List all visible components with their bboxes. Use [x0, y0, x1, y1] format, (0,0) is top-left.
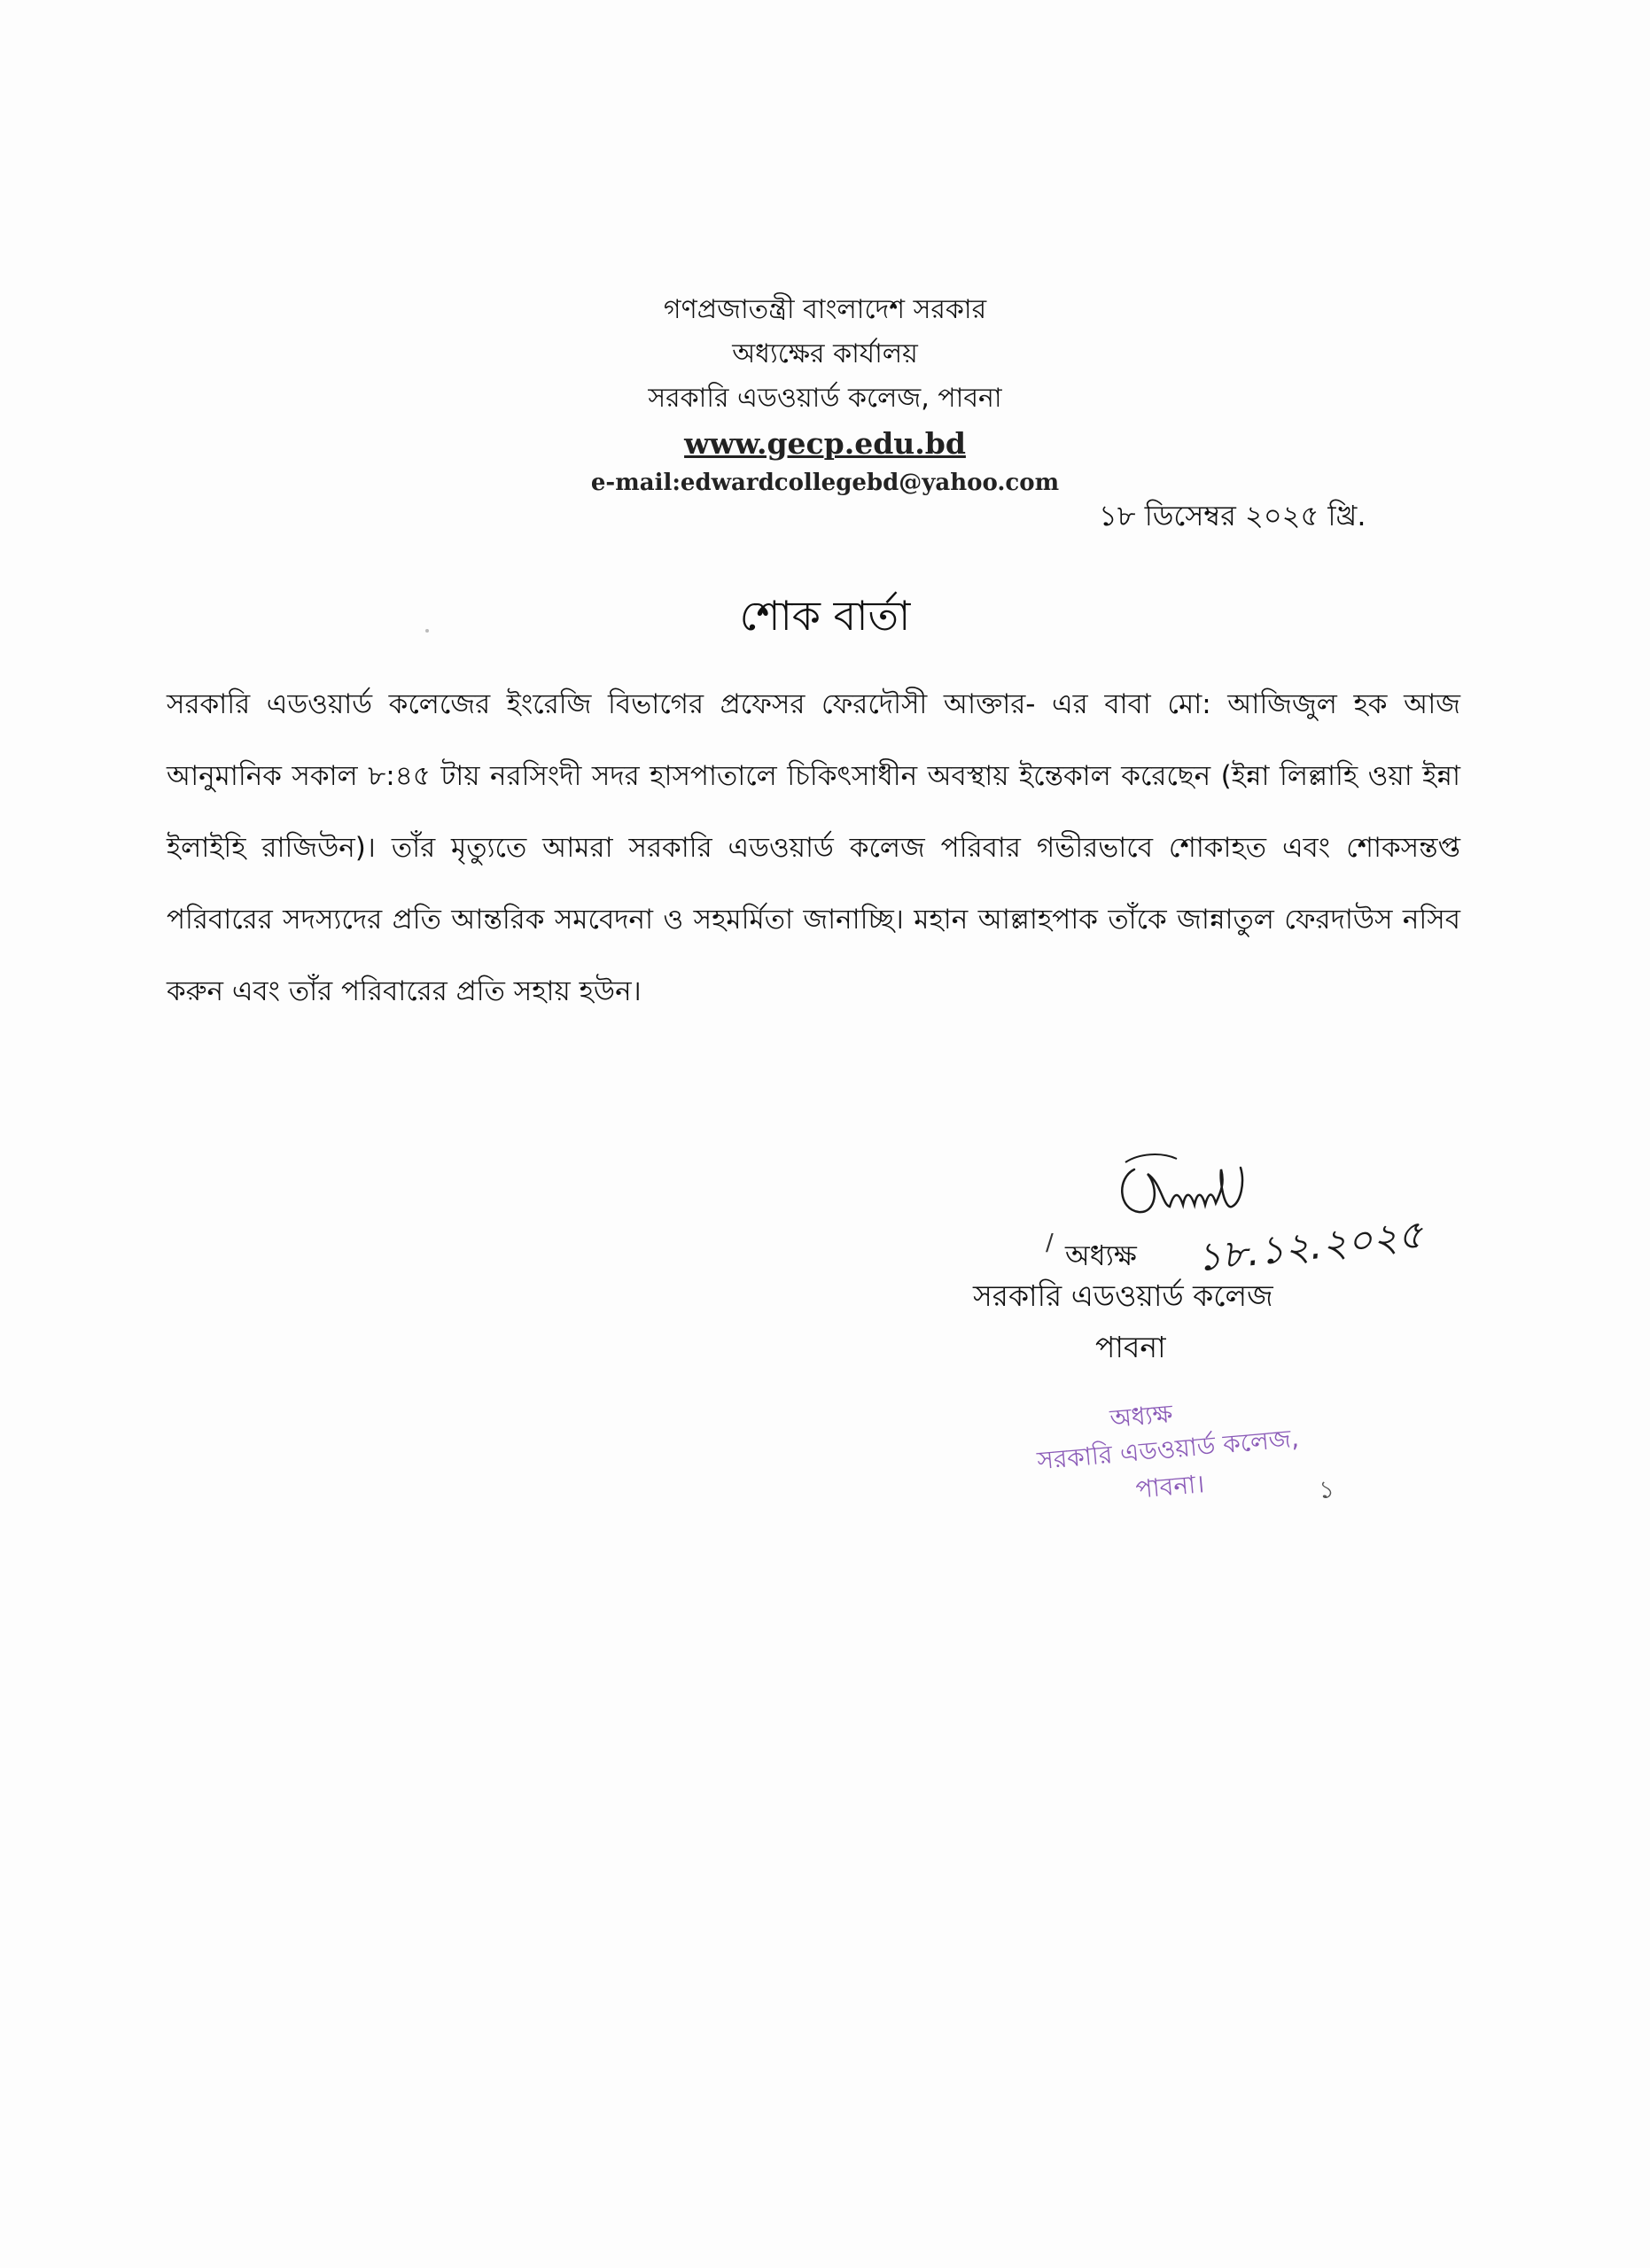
office-name: অধ্যক্ষের কার্যালয় [732, 338, 918, 369]
stamp-line-city: পাবনা। [1134, 1469, 1206, 1504]
handwritten-date [1187, 1205, 1471, 1285]
tick-mark: / [1046, 1230, 1054, 1256]
handwritten-date-text: ১৮.১২.২০২৫ [1194, 1211, 1426, 1281]
message-paragraph: সরকারি এডওয়ার্ড কলেজের ইংরেজি বিভাগের প্রফেসর ফেরদৌসী আক্তার- এর বাবা মো: আজিজুল হক আজ আনুমানিক সকাল ৮:৪৫ টায় নরসিংদী সদর হাসপাতালে চিকিৎসাধীন অবস্থায় ইন্তেকাল করেছেন (ইন্না লিল্লাহি ওয়া ইন্না ইলাইহি রাজিউন)। তাঁর মৃত্যুতে আমরা সরকারি এডওয়ার্ড কলেজ পরিবার গভীরভাবে শোকাহত এবং শোকসন্তপ্ত পরিবারের সদস্যদের প্রতি আন্তরিক সমবেদনা ও সহমর্মিতা জানাচ্ছি। মহান আল্লাহপাক তাঁকে জান্নাতুল ফেরদাউস নসিব করুন এবং তাঁর পরিবারের প্রতি সহায় হউন। [167, 688, 1460, 1007]
signatory-organization: সরকারি এডওয়ার্ড কলেজ [973, 1278, 1273, 1313]
signatory-title: অধ্যক্ষ [1065, 1239, 1137, 1272]
page-title: শোক বার্তা [739, 592, 911, 640]
college-name: সরকারি এডওয়ার্ড কলেজ, পাবনা [648, 383, 1002, 414]
letter-date: ১৮ ডিসেম্বর ২০২৫ খ্রি. [1099, 499, 1366, 532]
stamp-line-title: অধ্যক্ষ [1109, 1398, 1174, 1434]
government-name: গণপ্রজাতন্ত্রী বাংলাদেশ সরকার [663, 294, 987, 325]
official-stamp [1032, 1376, 1396, 1521]
website-link[interactable]: www.gecp.edu.bd [684, 426, 966, 461]
signatory-city: পাবনা [1095, 1330, 1166, 1364]
stamp-line-college: সরকারি এডওয়ার্ড কলেজ, [1036, 1423, 1300, 1476]
ink-mark: ১ [1319, 1475, 1335, 1504]
condolence-message [167, 669, 1460, 1028]
email-address: e-mail:edwardcollegebd@yahoo.com [590, 470, 1060, 496]
letterhead [0, 288, 1650, 499]
